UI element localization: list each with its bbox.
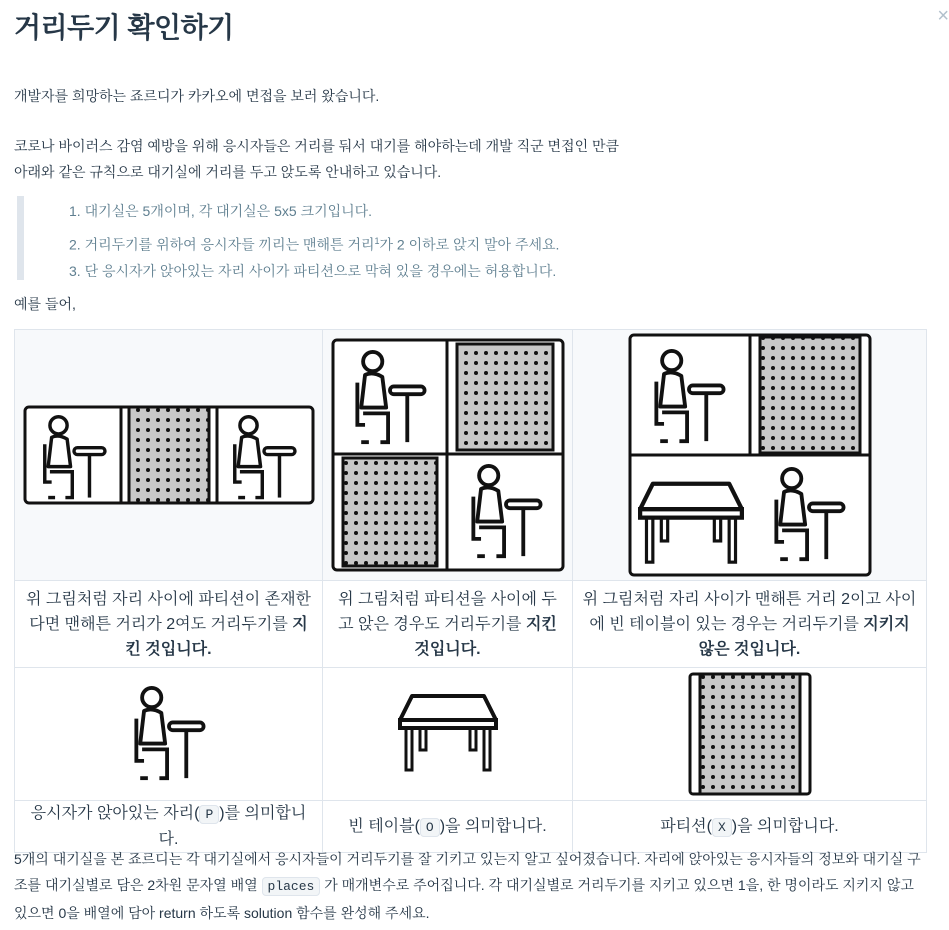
legend-table-image bbox=[323, 668, 573, 801]
legend-text: 응시자가 앉아있는 자리( bbox=[30, 805, 200, 822]
final-text-a: 5개의 대기실을 본 죠르디는 각 대기실에서 응시자들이 거리두기를 잘 기키고 있는지 알고 싶어졌습니다. 자리에 앉아있는 응시자들의 정보와 대기실 구조를 대기실별로 담은 2차원 문자열 배열 bbox=[14, 851, 921, 893]
examples-table bbox=[14, 329, 927, 853]
example-3-image bbox=[573, 330, 927, 581]
footnote-link[interactable]: 1 bbox=[374, 236, 380, 246]
legend-person-image bbox=[15, 668, 323, 801]
blockquote-bar bbox=[17, 196, 24, 280]
legend-text: 파티션( bbox=[660, 817, 712, 835]
rule-2 bbox=[69, 226, 559, 256]
final-paragraph bbox=[14, 846, 924, 926]
para2-line2: 아래와 같은 규칙으로 대기실에 거리를 두고 앉도록 안내하고 있습니다. bbox=[14, 164, 442, 180]
caption-bold: 지킨 것입니다. bbox=[125, 615, 308, 658]
legend-partition-image bbox=[573, 668, 927, 801]
rule-3: 3. 단 응시자가 앉아있는 자리 사이가 파티션으로 막혀 있을 경우에는 허용합니다. bbox=[69, 263, 557, 279]
rule-2-text-b: 가 2 이하로 앉지 말아 주세요. bbox=[379, 236, 560, 253]
code-places: places bbox=[262, 877, 321, 896]
legend-text-row bbox=[15, 801, 927, 853]
legend-text: )을 의미합니다. bbox=[731, 817, 839, 835]
caption-text: 위 그림처럼 자리 사이가 맨해튼 거리 2이고 사이에 빈 테이블이 있는 경우는 거리두기를 bbox=[582, 590, 917, 633]
legend-text: )를 의미합니다. bbox=[158, 805, 307, 848]
code-X: X bbox=[712, 818, 732, 837]
example-1-caption bbox=[15, 581, 323, 668]
legend-table-caption bbox=[323, 801, 573, 853]
close-icon[interactable]: × bbox=[937, 5, 949, 27]
partition-icon bbox=[688, 672, 812, 796]
caption-text: 위 그림처럼 자리 사이에 파티션이 존재한다면 맨해튼 거리가 2여도 거리두기를 bbox=[26, 590, 311, 633]
table-icon bbox=[400, 696, 496, 770]
legend-text: )을 의미합니다. bbox=[439, 817, 547, 835]
legend-partition-caption bbox=[573, 801, 927, 853]
example-image-row bbox=[15, 330, 927, 581]
example-3-caption bbox=[573, 581, 927, 668]
caption-bold: 지키지 않은 것입니다. bbox=[698, 615, 910, 658]
caption-bold: 지킨 것입니다. bbox=[414, 615, 557, 658]
legend-image-row bbox=[15, 668, 927, 801]
legend-text: 빈 테이블( bbox=[348, 817, 420, 835]
code-O: O bbox=[420, 818, 440, 837]
final-text-b: 가 매개변수로 주어집니다. 각 대기실별로 거리두기를 지키고 있으면 1을, 한 명이라도 지키지 않고 있으면 0을 배열에 담아 return 하도록 solution 함수를 완성해 주세요. bbox=[14, 877, 914, 921]
example-label: 예를 들어, bbox=[14, 296, 76, 312]
person-icon bbox=[136, 688, 203, 778]
rule-2-text-a: 2. 거리두기를 위하여 응시자들 끼리는 맨해튼 거리 bbox=[69, 236, 375, 253]
example-1-image bbox=[15, 330, 323, 581]
example-text-row bbox=[15, 581, 927, 668]
page-title: 거리두기 확인하기 bbox=[14, 12, 234, 43]
rule-1: 1. 대기실은 5개이며, 각 대기실은 5x5 크기입니다. bbox=[69, 203, 373, 219]
code-P: P bbox=[199, 805, 219, 824]
legend-person-caption bbox=[15, 801, 323, 853]
rules-list bbox=[69, 196, 559, 286]
example-2-caption bbox=[323, 581, 573, 668]
intro-text: 개발자를 희망하는 죠르디가 카카오에 면접을 보러 왔습니다. bbox=[14, 88, 380, 104]
example-2-image bbox=[323, 330, 573, 581]
para2-line1: 코로나 바이러스 감염 예방을 위해 응시자들은 거리를 둬서 대기를 해야하는데 개발 직군 면접인 만큼 bbox=[14, 138, 620, 154]
caption-text: 위 그림처럼 파티션을 사이에 두고 앉은 경우도 거리두기를 bbox=[338, 590, 557, 633]
